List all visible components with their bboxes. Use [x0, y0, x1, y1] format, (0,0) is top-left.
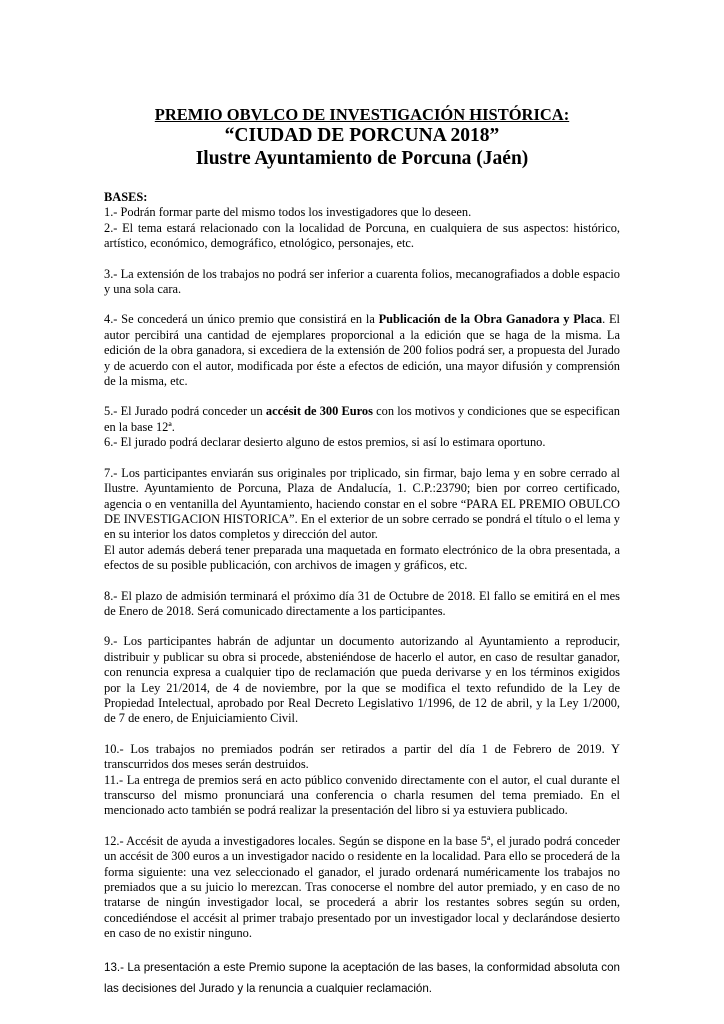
- rule-5-intro: 5.- El Jurado podrá conceder un: [104, 404, 266, 419]
- rule-8: 8.- El plazo de admisión terminará el próximo día 31 de Octubre de 2018. El fallo se emitirá en el mes de Enero de 2018. Será comunicado directamente a los participantes.: [104, 588, 620, 618]
- rule-1: 1.- Podrán formar parte del mismo todos los investigadores que lo deseen.: [104, 205, 472, 220]
- rule-5-rest: con los motivos y condiciones que se especifican en la base 12ª.: [104, 404, 620, 434]
- rule-2: 2.- El tema estará relacionado con la localidad de Porcuna, en cualquiera de sus aspectos: histórico, artístico, económico, demográfico, etnológico, personajes, etc.: [104, 220, 620, 251]
- rule-4-intro: 4.- Se concederá un único premio que consistirá en la: [104, 312, 379, 327]
- award-edition-title: “CIUDAD DE PORCUNA 2018”: [224, 125, 500, 146]
- organizer-title: Ilustre Ayuntamiento de Porcuna (Jaén): [195, 148, 529, 169]
- bases-body: [104, 190, 620, 999]
- rule-7-extra: El autor además deberá tener preparada una maquetada en formato electrónico de la obra presentada, a efectos de su posible publicación, con archivos de imagen y gráficos, etc.: [104, 542, 620, 573]
- rule-3: 3.- La extensión de los trabajos no podrá ser inferior a cuarenta folios, mecanografiados a doble espacio y una sola cara.: [104, 266, 620, 297]
- rule-4: [104, 312, 620, 389]
- rule-12: 12.- Accésit de ayuda a investigadores locales. Según se dispone en la base 5ª, el jurado podrá conceder un accésit de 300 euros a un investigador nacido o residente en la localidad. Para ello se procederá de la forma siguiente: una vez seleccionado el ganador, el jurado ordenará numéricamente los trabajos no premiados que a su juicio lo merezcan. Tras conocerse el nombre del autor premiado, y en caso de no tratarse de ningún investigador local, se procederá a abrir los restantes sobres según su orden, concediéndose el accésit al primer trabajo presentado por un investigador local y declarándose desierto en caso de no existir ninguno.: [104, 833, 620, 941]
- rule-6: 6.- El jurado podrá declarar desierto alguno de estos premios, si así lo estimara oportuno.: [104, 435, 546, 450]
- rule-5: [104, 404, 620, 435]
- rule-9: 9.- Los participantes habrán de adjuntar un documento autorizando al Ayuntamiento a reproducir, distribuir y publicar su obra si procede, absteniéndose de hacerlo el autor, en caso de resultar ganador, con renuncia expresa a cualquier tipo de reclamación que pueda derivarse y en los términos exigidos por la Ley 21/2014, de 4 de noviembre, por la que se modifica el texto refundido de la Ley de Propiedad Intelectual, aprobado por Real Decreto Legislativo 1/1996, de 12 de abril, y la Ley 1/2000, de 7 de enero, de Enjuiciamiento Civil.: [104, 634, 620, 726]
- rule-13: 13.- La presentación a este Premio supone la aceptación de las bases, la conformidad absoluta con las decisiones del Jurado y la renuncia a cualquier reclamación.: [104, 960, 620, 995]
- rule-4-prize: Publicación de la Obra Ganadora y Placa: [378, 312, 603, 327]
- rule-11: 11.- La entrega de premios será en acto público convenido directamente con el autor, el cual durante el transcurso del mismo pronunciará una conferencia o charla resumen del tema premiado. En el mencionado acto también se podrá realizar la presentación del libro si ya estuviera publicado.: [104, 772, 620, 818]
- award-title: PREMIO OBVLCO DE INVESTIGACIÓN HISTÓRICA:: [154, 105, 570, 124]
- bases-heading: BASES:: [104, 190, 148, 204]
- rule-10: 10.- Los trabajos no premiados podrán ser retirados a partir del día 1 de Febrero de 2019. Y transcurridos dos meses serán destruidos.: [104, 741, 620, 772]
- rule-5-accesit: accésit de 300 Euros: [265, 404, 373, 419]
- rule-7: 7.- Los participantes enviarán sus originales por triplicado, sin firmar, bajo lema y en sobre cerrado al Ilustre. Ayuntamiento de Porcuna, Plaza de Andalucía, 1. C.P.:23790; bien por correo certificado, agencia o en ventanilla del Ayuntamiento, haciendo constar en el sobre “PARA EL PREMIO OBULCO DE INVESTIGACION HISTORICA”. En el exterior de un sobre cerrado se pondrá el título o el lema y en su interior los datos completos y dirección del autor.: [104, 465, 620, 542]
- rule-4-rest: . El autor percibirá una cantidad de ejemplares proporcional a la edición que se haga de la misma. La edición de la obra ganadora, si excediera de la extensión de 200 folios podrá ser, a propuesta del Jurado y de acuerdo con el autor, modificada por éste a efectos de edición, una mayor difusión y comprensión de la misma, etc.: [104, 312, 620, 389]
- document-header: [104, 105, 620, 170]
